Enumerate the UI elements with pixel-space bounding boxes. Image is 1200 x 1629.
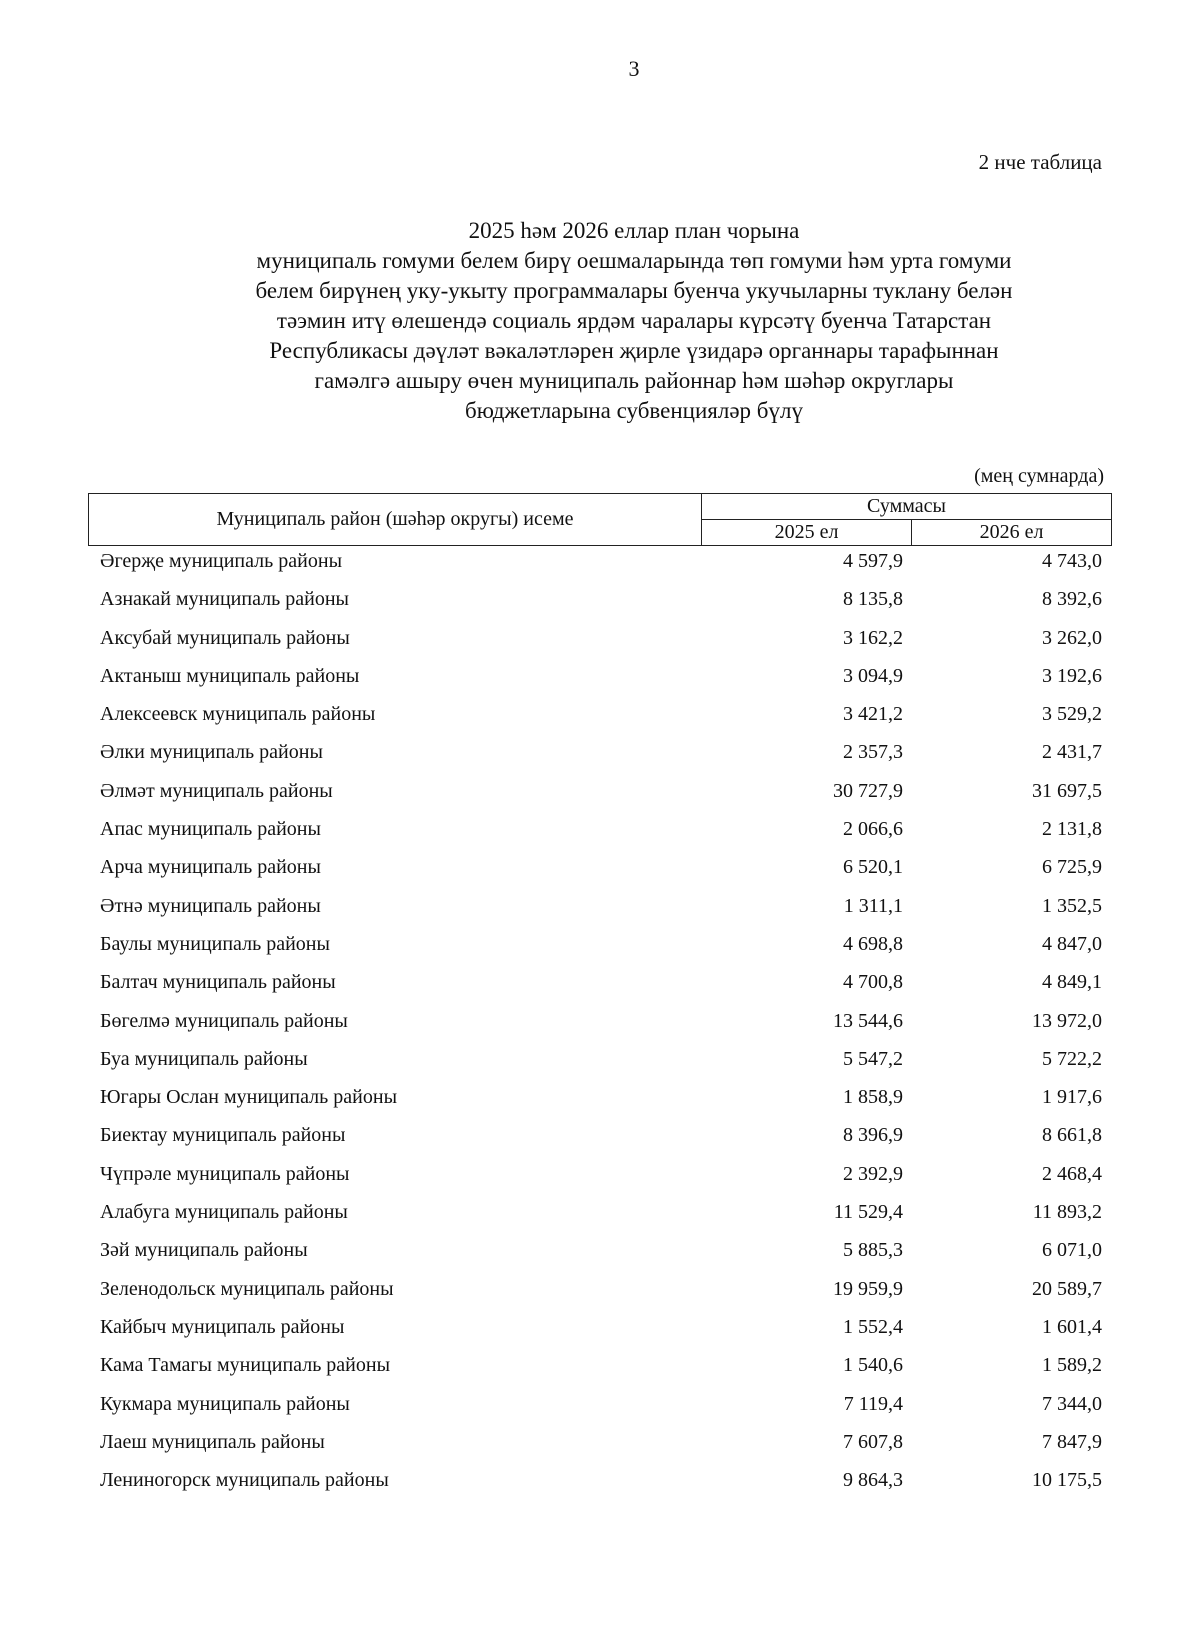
value-2026-cell: 13 972,0 xyxy=(1032,1009,1102,1032)
value-2025-cell: 3 162,2 xyxy=(843,626,903,649)
table-row xyxy=(0,1161,1200,1199)
table-row xyxy=(0,1391,1200,1429)
value-2026-cell: 4 849,1 xyxy=(1042,971,1102,994)
table-label: 2 нче таблица xyxy=(978,150,1102,174)
value-2025-cell: 1 858,9 xyxy=(843,1086,903,1109)
value-2025-cell: 4 597,9 xyxy=(843,550,903,572)
value-2025-cell: 2 357,3 xyxy=(843,741,903,764)
district-name-cell: Әтнә муниципаль районы xyxy=(100,894,321,917)
table-row xyxy=(0,586,1200,624)
table-row xyxy=(0,1314,1200,1352)
district-name-cell: Биектау муниципаль районы xyxy=(100,1124,346,1147)
value-2025-cell: 13 544,6 xyxy=(833,1009,903,1032)
value-2026-cell: 1 601,4 xyxy=(1042,1315,1102,1338)
table-row xyxy=(0,778,1200,816)
title-line: гамәлгә ашыру өчен муниципаль районнар һәм шәһәр округлары xyxy=(314,368,954,393)
district-name-cell: Алексеевск муниципаль районы xyxy=(100,703,376,726)
district-name-cell: Югары Ослан муниципаль районы xyxy=(100,1086,398,1109)
value-2026-cell: 2 131,8 xyxy=(1042,818,1102,841)
district-name-cell: Чүпрәле муниципаль районы xyxy=(100,1162,350,1185)
district-name-cell: Апас муниципаль районы xyxy=(100,818,321,841)
table-row xyxy=(0,854,1200,892)
table-row xyxy=(0,739,1200,777)
value-2026-cell: 10 175,5 xyxy=(1032,1469,1102,1492)
column-header-name: Муниципаль район (шәһәр округы) исеме xyxy=(89,494,702,545)
table-row xyxy=(0,1084,1200,1122)
value-2026-cell: 4 743,0 xyxy=(1042,550,1102,572)
value-2025-cell: 8 135,8 xyxy=(843,588,903,611)
table-row xyxy=(0,893,1200,931)
value-2026-cell: 1 589,2 xyxy=(1042,1354,1102,1377)
value-2026-cell: 4 847,0 xyxy=(1042,932,1102,955)
value-2026-cell: 7 344,0 xyxy=(1042,1392,1102,1415)
document-title xyxy=(150,216,1118,426)
value-2026-cell: 6 725,9 xyxy=(1042,856,1102,879)
district-name-cell: Актаныш муниципаль районы xyxy=(100,664,360,687)
value-2026-cell: 8 392,6 xyxy=(1042,588,1102,611)
value-2025-cell: 1 552,4 xyxy=(843,1315,903,1338)
value-2025-cell: 3 094,9 xyxy=(843,664,903,687)
value-2025-cell: 8 396,9 xyxy=(843,1124,903,1147)
value-2025-cell: 7 119,4 xyxy=(843,1392,903,1415)
value-2025-cell: 2 066,6 xyxy=(843,818,903,841)
value-2026-cell: 31 697,5 xyxy=(1032,779,1102,802)
units-note: (мең сумнарда) xyxy=(974,465,1104,487)
value-2025-cell: 19 959,9 xyxy=(833,1277,903,1300)
value-2025-cell: 11 529,4 xyxy=(833,1201,903,1224)
district-name-cell: Әлки муниципаль районы xyxy=(100,741,323,764)
district-name-cell: Лаеш муниципаль районы xyxy=(100,1430,325,1453)
district-name-cell: Азнакай муниципаль районы xyxy=(100,588,349,611)
value-2026-cell: 3 529,2 xyxy=(1042,703,1102,726)
table-row xyxy=(0,1429,1200,1467)
title-line: бюджетларына субвенцияләр бүлү xyxy=(465,398,803,423)
value-2026-cell: 6 071,0 xyxy=(1042,1239,1102,1262)
value-2025-cell: 1 311,1 xyxy=(843,894,903,917)
table-row xyxy=(0,1352,1200,1390)
district-name-cell: Балтач муниципаль районы xyxy=(100,971,336,994)
title-line: белем бирүнең уку-укыту программалары буенча укучыларны туклану белән xyxy=(255,278,1013,303)
value-2025-cell: 2 392,9 xyxy=(843,1162,903,1185)
value-2025-cell: 9 864,3 xyxy=(843,1469,903,1492)
value-2025-cell: 30 727,9 xyxy=(833,779,903,802)
table-row xyxy=(0,625,1200,663)
value-2026-cell: 8 661,8 xyxy=(1042,1124,1102,1147)
district-name-cell: Кама Тамагы муниципаль районы xyxy=(100,1354,391,1377)
title-line: Республикасы дәүләт вәкаләтләрен җирле үзидарә органнары тарафыннан xyxy=(269,338,999,363)
table-row xyxy=(0,1122,1200,1160)
table-row xyxy=(0,1276,1200,1314)
table-row xyxy=(0,1008,1200,1046)
value-2026-cell: 3 192,6 xyxy=(1042,664,1102,687)
title-line: тәэмин итү өлешендә социаль ярдәм чаралары күрсәтү буенча Татарстан xyxy=(276,308,992,333)
district-name-cell: Әгерҗе муниципаль районы xyxy=(100,550,343,572)
value-2025-cell: 1 540,6 xyxy=(843,1354,903,1377)
table-row xyxy=(0,969,1200,1007)
district-name-cell: Баулы муниципаль районы xyxy=(100,932,330,955)
table-row xyxy=(0,816,1200,854)
district-name-cell: Зәй муниципаль районы xyxy=(100,1239,308,1262)
table-body xyxy=(0,548,1200,1505)
district-name-cell: Бөгелмә муниципаль районы xyxy=(100,1009,348,1032)
district-name-cell: Лениногорск муниципаль районы xyxy=(100,1469,389,1492)
column-header-sums: Суммасы xyxy=(702,494,1111,520)
value-2026-cell: 2 468,4 xyxy=(1042,1162,1102,1185)
district-name-cell: Буа муниципаль районы xyxy=(100,1047,308,1070)
value-2026-cell: 2 431,7 xyxy=(1042,741,1102,764)
value-2025-cell: 7 607,8 xyxy=(843,1430,903,1453)
district-name-cell: Аксубай муниципаль районы xyxy=(100,626,350,649)
value-2026-cell: 20 589,7 xyxy=(1032,1277,1102,1300)
value-2025-cell: 4 698,8 xyxy=(843,932,903,955)
value-2026-cell: 7 847,9 xyxy=(1042,1430,1102,1453)
table-header xyxy=(88,493,1112,546)
page-number: 3 xyxy=(628,56,640,81)
table-row xyxy=(0,1046,1200,1084)
column-header-2026: 2026 ел xyxy=(979,521,1044,543)
value-2025-cell: 4 700,8 xyxy=(843,971,903,994)
district-name-cell: Кайбыч муниципаль районы xyxy=(100,1315,345,1338)
table-row xyxy=(0,931,1200,969)
table-row xyxy=(0,1237,1200,1275)
value-2025-cell: 6 520,1 xyxy=(843,856,903,879)
value-2025-cell: 5 547,2 xyxy=(843,1047,903,1070)
value-2026-cell: 3 262,0 xyxy=(1042,626,1102,649)
district-name-cell: Арча муниципаль районы xyxy=(100,856,321,879)
table-row xyxy=(0,663,1200,701)
district-name-cell: Зеленодольск муниципаль районы xyxy=(100,1277,394,1300)
table-row xyxy=(0,1199,1200,1237)
table-row xyxy=(0,548,1200,586)
column-header-2025: 2025 ел xyxy=(702,520,912,545)
value-2026-cell: 11 893,2 xyxy=(1032,1201,1102,1224)
value-2026-cell: 5 722,2 xyxy=(1042,1047,1102,1070)
value-2025-cell: 5 885,3 xyxy=(843,1239,903,1262)
title-line: муниципаль гомуми белем бирү оешмаларында төп гомуми һәм урта гомуми xyxy=(256,248,1012,273)
table-row xyxy=(0,1467,1200,1505)
title-line: 2025 һәм 2026 еллар план чорына xyxy=(468,218,800,243)
value-2026-cell: 1 352,5 xyxy=(1042,894,1102,917)
table-row xyxy=(0,701,1200,739)
district-name-cell: Әлмәт муниципаль районы xyxy=(100,779,333,802)
value-2026-cell: 1 917,6 xyxy=(1042,1086,1102,1109)
district-name-cell: Алабуга муниципаль районы xyxy=(100,1201,348,1224)
value-2025-cell: 3 421,2 xyxy=(843,703,903,726)
district-name-cell: Кукмара муниципаль районы xyxy=(100,1392,350,1415)
